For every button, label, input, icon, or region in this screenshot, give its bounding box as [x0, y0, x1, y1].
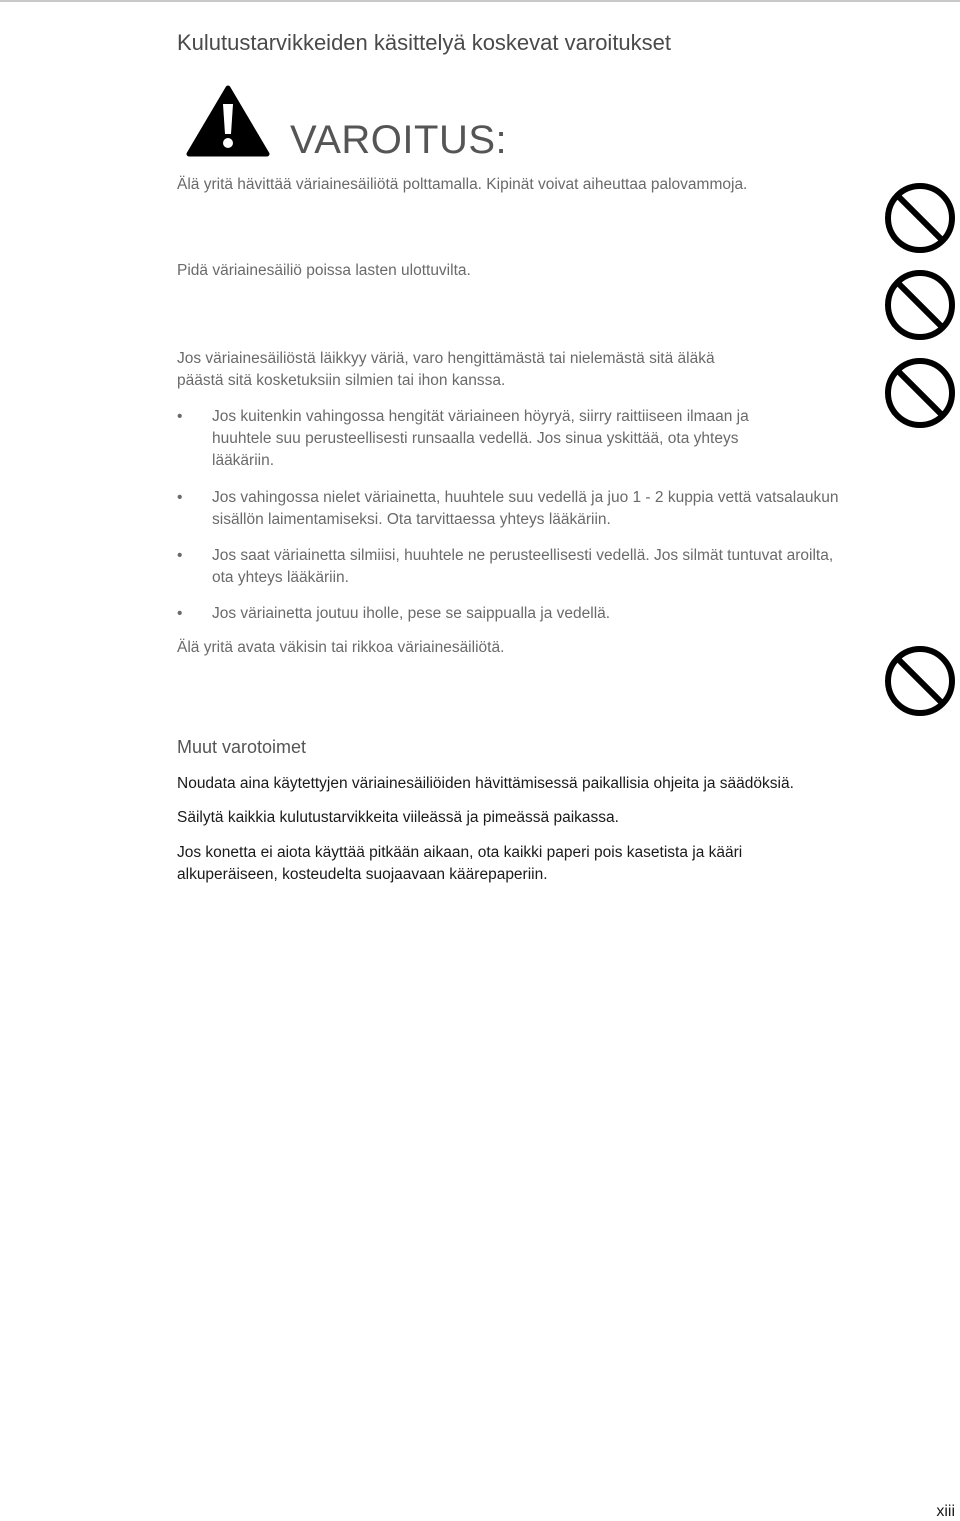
list-item [177, 545, 957, 589]
bullet-icon: • [177, 408, 183, 425]
warning-triangle-icon [185, 84, 271, 158]
warning-paragraph-children: Pidä väriainesäiliö poissa lasten ulottuvilta. [177, 262, 471, 279]
other-paragraph-long-storage-line1: Jos konetta ei aiota käyttää pitkään aikaan, ota kaikki paperi pois kasetista ja kääri [177, 844, 743, 861]
prohibition-icon [883, 644, 957, 718]
list-item [177, 406, 877, 472]
warning-paragraph-spill-line1: Jos väriainesäiliöstä läikkyy väriä, varo hengittämästä tai nielemästä sitä äläkä [177, 350, 715, 367]
other-paragraph-storage: Säilytä kaikkia kulutustarvikkeita viileässä ja pimeässä paikassa. [177, 809, 619, 826]
warning-title: VAROITUS: [290, 118, 508, 162]
bullet-icon: • [177, 547, 183, 564]
other-paragraph-long-storage [177, 842, 742, 886]
warning-paragraph-spill-line2: päästä sitä kosketuksiin silmien tai ihon kanssa. [177, 372, 506, 389]
section-heading-other-precautions: Muut varotoimet [177, 737, 307, 757]
top-rule [0, 0, 960, 2]
bullet-icon: • [177, 605, 183, 622]
list-item [177, 603, 877, 625]
bullet-text-line: sisällön laimentamiseksi. Ota tarvittaessa yhteys lääkäriin. [212, 511, 611, 528]
prohibition-icon [883, 356, 957, 430]
page-title: Kulutustarvikkeiden käsittelyä koskevat varoitukset [177, 30, 672, 55]
warning-paragraph-fire: Älä yritä hävittää väriainesäiliötä polttamalla. Kipinät voivat aiheuttaa palovammoja. [177, 176, 748, 193]
warning-paragraph-open: Älä yritä avata väkisin tai rikkoa väriainesäiliötä. [177, 639, 505, 656]
bullet-icon: • [177, 489, 183, 506]
prohibition-icon [883, 268, 957, 342]
bullet-text-line: Jos kuitenkin vahingossa hengität väriaineen höyryä, siirry raittiiseen ilmaan ja [212, 408, 749, 425]
other-paragraph-disposal: Noudata aina käytettyjen väriainesäiliöiden hävittämisessä paikallisia ohjeita ja säädöksiä. [177, 775, 794, 792]
bullet-text-line: Jos vahingossa nielet väriainetta, huuhtele suu vedellä ja juo 1 - 2 kuppia vettä vatsalaukun [212, 489, 839, 506]
page-number: xiii [936, 1503, 955, 1520]
list-item [177, 487, 957, 531]
bullet-text-line: Jos saat väriainetta silmiisi, huuhtele ne perusteellisesti vedellä. Jos silmät tuntuvat aroilta, [212, 547, 834, 564]
bullet-text-line: lääkäriin. [212, 452, 275, 469]
bullet-text-line: Jos väriainetta joutuu iholle, pese se saippualla ja vedellä. [212, 605, 611, 622]
bullet-text-line: huuhtele suu perusteellisesti runsaalla vedellä. Jos sinua yskittää, ota yhteys [212, 430, 739, 447]
warning-paragraph-spill [177, 348, 715, 392]
bullet-text-line: ota yhteys lääkäriin. [212, 569, 349, 586]
other-paragraph-long-storage-line2: alkuperäiseen, kosteudelta suojaavaan käärepaperiin. [177, 866, 548, 883]
prohibition-icon [883, 181, 957, 255]
